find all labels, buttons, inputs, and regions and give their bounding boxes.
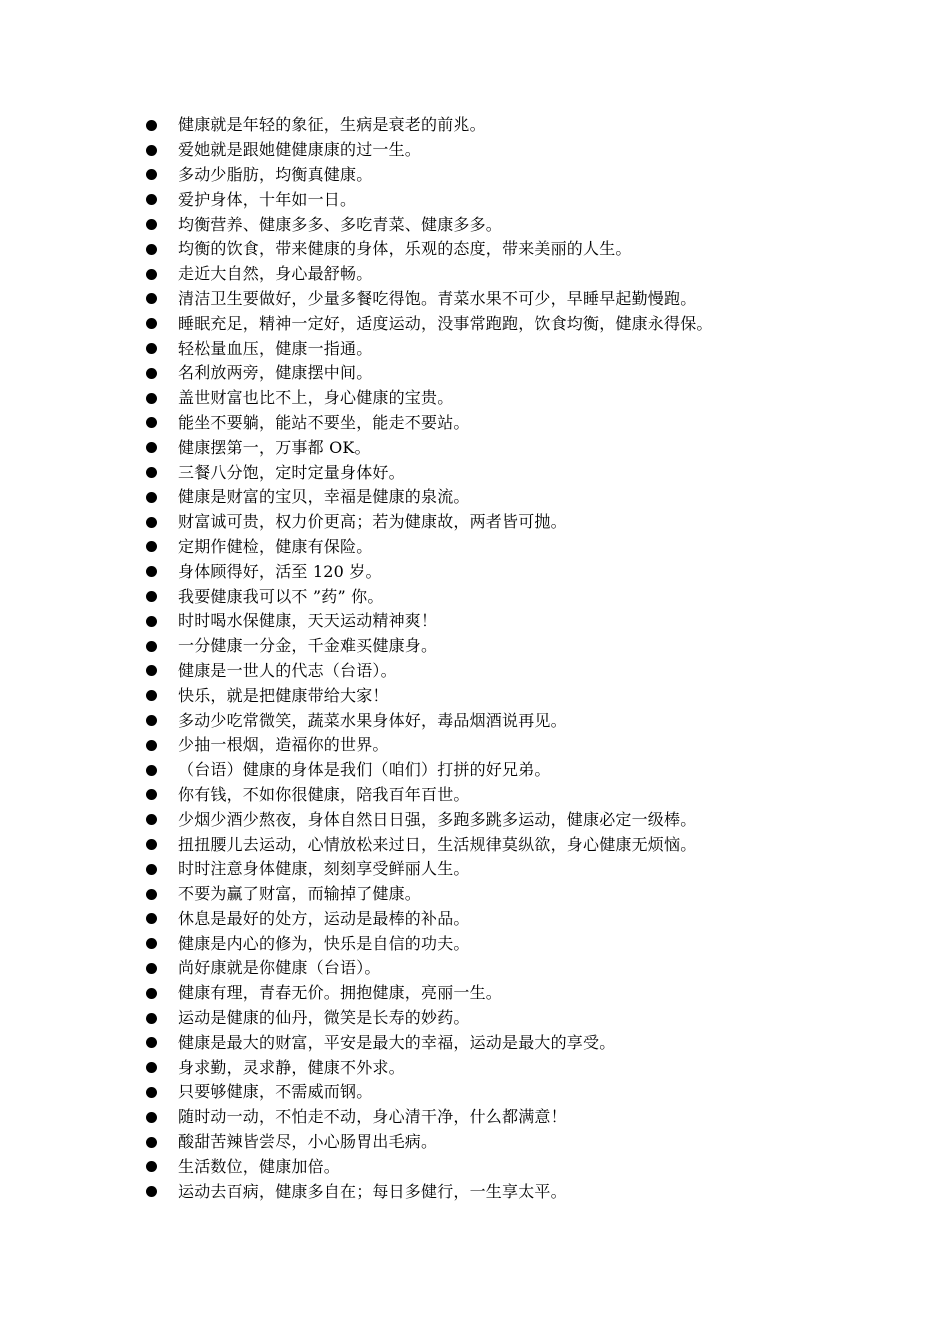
bullet-icon	[146, 417, 157, 428]
bullet-icon	[146, 665, 157, 676]
list-item	[140, 1179, 713, 1204]
bullet-icon	[146, 293, 157, 304]
bullet-icon	[146, 194, 157, 205]
list-item	[140, 832, 713, 857]
bullet-icon	[146, 120, 157, 131]
list-item-text: 时时注意身体健康，刻刻享受鲜丽人生。	[178, 859, 470, 879]
bullet-icon	[146, 1062, 157, 1073]
list-item-text: 走近大自然，身心最舒畅。	[178, 264, 373, 284]
bullet-icon	[146, 318, 157, 329]
list-item	[140, 237, 713, 262]
list-item-text: 我要健康我可以不 ”药” 你。	[178, 586, 384, 606]
bullet-icon	[146, 442, 157, 453]
list-item	[140, 1006, 713, 1031]
bullet-icon	[146, 169, 157, 180]
list-item	[140, 361, 713, 386]
list-item	[140, 411, 713, 436]
list-item-text: 财富诚可贵，权力价更高；若为健康故，两者皆可抛。	[178, 512, 567, 532]
list-item-text: 扭扭腰儿去运动，心情放松来过日，生活规律莫纵欲，身心健康无烦恼。	[178, 834, 697, 854]
bullet-icon	[146, 492, 157, 503]
list-item	[140, 113, 713, 138]
bullet-icon	[146, 517, 157, 528]
bullet-icon	[146, 938, 157, 949]
list-item-text: 少抽一根烟，造福你的世界。	[178, 735, 389, 755]
list-item	[140, 1030, 713, 1055]
bullet-icon	[146, 541, 157, 552]
list-item	[140, 163, 713, 188]
list-item	[140, 1105, 713, 1130]
bullet-icon	[146, 1137, 157, 1148]
list-item	[140, 1130, 713, 1155]
list-item	[140, 733, 713, 758]
list-item	[140, 758, 713, 783]
list-item	[140, 981, 713, 1006]
bullet-icon	[146, 1037, 157, 1048]
bullet-icon	[146, 467, 157, 478]
bullet-icon	[146, 1013, 157, 1024]
list-item-text: 能坐不要躺，能站不要坐，能走不要站。	[178, 412, 470, 432]
list-item	[140, 882, 713, 907]
list-item-text: 健康摆第一，万事都 OK。	[178, 437, 371, 457]
bullet-icon	[146, 343, 157, 354]
list-item-text: 不要为赢了财富，而输掉了健康。	[178, 884, 422, 904]
bullet-icon	[146, 566, 157, 577]
list-item	[140, 659, 713, 684]
bullet-icon	[146, 889, 157, 900]
list-item	[140, 708, 713, 733]
bullet-icon	[146, 1112, 157, 1123]
list-item-text: 定期作健检，健康有保险。	[178, 536, 373, 556]
bullet-icon	[146, 1161, 157, 1172]
list-item-text: （台语）健康的身体是我们（咱们）打拼的好兄弟。	[178, 760, 551, 780]
list-item-text: 睡眠充足，精神一定好，适度运动，没事常跑跑，饮食均衡，健康永得保。	[178, 313, 713, 333]
list-item	[140, 683, 713, 708]
list-item	[140, 807, 713, 832]
list-item	[140, 485, 713, 510]
list-item	[140, 336, 713, 361]
list-item-text: 快乐，就是把健康带给大家！	[178, 685, 389, 705]
list-item	[140, 535, 713, 560]
list-item	[140, 559, 713, 584]
list-item-text: 名利放两旁，健康摆中间。	[178, 363, 373, 383]
list-item-text: 爱护身体，十年如一日。	[178, 189, 357, 209]
bullet-icon	[146, 740, 157, 751]
list-item-text: 盖世财富也比不上，身心健康的宝贵。	[178, 388, 454, 408]
bullet-icon	[146, 219, 157, 230]
bullet-icon	[146, 1186, 157, 1197]
list-item	[140, 956, 713, 981]
list-item-text: 均衡的饮食，带来健康的身体，乐观的态度，带来美丽的人生。	[178, 239, 632, 259]
list-item-text: 只要够健康，不需威而钢。	[178, 1082, 373, 1102]
slogan-list	[140, 113, 713, 1204]
list-item	[140, 584, 713, 609]
list-item-text: 健康就是年轻的象征，生病是衰老的前兆。	[178, 115, 486, 135]
bullet-icon	[146, 616, 157, 627]
list-item-text: 身求勤，灵求静，健康不外求。	[178, 1057, 405, 1077]
bullet-icon	[146, 988, 157, 999]
bullet-icon	[146, 1087, 157, 1098]
list-item	[140, 907, 713, 932]
list-item	[140, 1080, 713, 1105]
list-item-text: 健康是财富的宝贝，幸福是健康的泉流。	[178, 487, 470, 507]
list-item-text: 多动少脂肪，均衡真健康。	[178, 164, 373, 184]
bullet-icon	[146, 145, 157, 156]
list-item-text: 生活数位，健康加倍。	[178, 1156, 341, 1176]
bullet-icon	[146, 765, 157, 776]
list-item-text: 随时动一动，不怕走不动，身心清干净，什么都满意！	[178, 1107, 567, 1127]
list-item-text: 健康是最大的财富，平安是最大的幸福，运动是最大的享受。	[178, 1032, 616, 1052]
list-item	[140, 386, 713, 411]
bullet-icon	[146, 641, 157, 652]
list-item	[140, 187, 713, 212]
list-item-text: 多动少吃常微笑，蔬菜水果身体好，毒品烟酒说再见。	[178, 710, 567, 730]
list-item-text: 健康是一世人的代志（台语）。	[178, 660, 397, 680]
list-item	[140, 138, 713, 163]
bullet-icon	[146, 690, 157, 701]
list-item-text: 运动去百病，健康多自在；每日多健行，一生享太平。	[178, 1181, 567, 1201]
list-item	[140, 634, 713, 659]
list-item	[140, 609, 713, 634]
bullet-icon	[146, 913, 157, 924]
list-item	[140, 783, 713, 808]
list-item-text: 三餐八分饱，定时定量身体好。	[178, 462, 405, 482]
list-item-text: 尚好康就是你健康（台语）。	[178, 958, 381, 978]
list-item-text: 健康有理，青春无价。拥抱健康，亮丽一生。	[178, 983, 503, 1003]
list-item-text: 身体顾得好，活至 120 岁。	[178, 561, 382, 581]
list-item-text: 酸甜苦辣皆尝尽，小心肠胃出毛病。	[178, 1132, 438, 1152]
bullet-icon	[146, 839, 157, 850]
bullet-icon	[146, 864, 157, 875]
bullet-icon	[146, 814, 157, 825]
list-item	[140, 1154, 713, 1179]
list-item-text: 清洁卫生要做好，少量多餐吃得饱。青菜水果不可少，早睡早起勤慢跑。	[178, 288, 697, 308]
list-item	[140, 460, 713, 485]
bullet-icon	[146, 715, 157, 726]
bullet-icon	[146, 789, 157, 800]
list-item-text: 爱她就是跟她健健康康的过一生。	[178, 140, 422, 160]
bullet-icon	[146, 368, 157, 379]
list-item-text: 运动是健康的仙丹，微笑是长寿的妙药。	[178, 1008, 470, 1028]
list-item	[140, 1055, 713, 1080]
bullet-icon	[146, 269, 157, 280]
list-item-text: 健康是内心的修为，快乐是自信的功夫。	[178, 933, 470, 953]
list-item	[140, 931, 713, 956]
list-item-text: 你有钱，不如你很健康，陪我百年百世。	[178, 784, 470, 804]
list-item	[140, 857, 713, 882]
list-item	[140, 287, 713, 312]
bullet-icon	[146, 591, 157, 602]
list-item-text: 轻松量血压，健康一指通。	[178, 338, 373, 358]
bullet-icon	[146, 963, 157, 974]
list-item-text: 少烟少酒少熬夜，身体自然日日强，多跑多跳多运动，健康必定一级棒。	[178, 809, 697, 829]
bullet-icon	[146, 244, 157, 255]
list-item	[140, 435, 713, 460]
list-item	[140, 510, 713, 535]
list-item-text: 一分健康一分金，千金难买健康身。	[178, 636, 438, 656]
list-item-text: 休息是最好的处方，运动是最棒的补品。	[178, 908, 470, 928]
list-item	[140, 262, 713, 287]
list-item-text: 时时喝水保健康，天天运动精神爽！	[178, 611, 438, 631]
bullet-icon	[146, 393, 157, 404]
list-item-text: 均衡营养、健康多多、多吃青菜、健康多多。	[178, 214, 503, 234]
list-item	[140, 212, 713, 237]
list-item	[140, 311, 713, 336]
